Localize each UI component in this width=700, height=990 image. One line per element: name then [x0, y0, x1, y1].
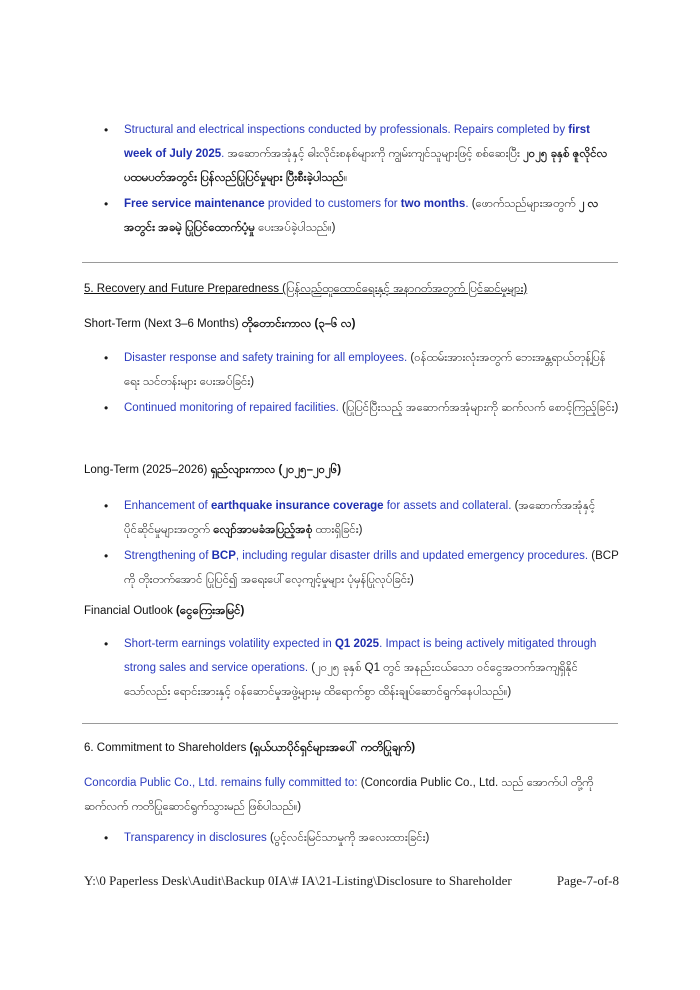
- bullet-text-my: ။: [343, 172, 348, 184]
- bullet-text-en: Transparency in disclosures: [124, 832, 267, 844]
- bullet-text-my: (အဆောက်အအုံနှင့် ပိုင်ဆိုင်မှုများအတွက်: [124, 500, 596, 536]
- bullet-text-en-bold: two months: [400, 198, 466, 210]
- bullet-text-en-bold: Q1 2025: [334, 638, 380, 650]
- section-divider: [82, 723, 618, 724]
- bullet-text-en-bold: first week of July 2025: [124, 124, 590, 160]
- bullet-text-my: (ဖောက်သည်များအတွက်: [468, 198, 579, 210]
- intro-text-en: Concordia Public Co., Ltd. remains fully committed to:: [84, 777, 358, 789]
- commitment-list: [104, 826, 619, 852]
- bullet-text-my: ထားရှိခြင်း): [312, 524, 363, 536]
- list-item: [104, 826, 619, 850]
- bullet-text-en: .: [465, 198, 469, 210]
- bullet-text-en: Disaster response and safety training for all employees.: [124, 352, 408, 364]
- section-5-title: 5. Recovery and Future Preparedness (ပြန်လည်ထူထောင်ရေးနှင့် အနာဂတ်အတွက် ပြင်ဆင်မှုများ): [84, 283, 528, 295]
- bullet-text-my-bold: လျော်အာမခံအပြည့်အစုံ: [213, 524, 313, 536]
- short-term-heading-en: Short-Term (Next 3–6 Months): [84, 318, 242, 330]
- bullet-text-en-bold: Free service maintenance: [124, 198, 265, 210]
- long-term-heading: [84, 462, 341, 479]
- bullet-text-my: (BCP ကို တိုးတက်အောင် ပြုပြင်၍ အရေးပေါ်လေ့ကျင့်မှုများ ပုံမှန်ပြုလုပ်ခြင်း): [124, 550, 619, 586]
- bullet-text-en: , including regular disaster drills and updated emergency procedures.: [235, 550, 589, 562]
- financial-heading-my: (ငွေကြေးအမြင်): [176, 605, 245, 617]
- file-path: Y:\0 Paperless Desk\Audit\Backup 0IA\# IA\21-Listing\Disclosure to Shareholder: [84, 873, 512, 888]
- bullet-dot: •: [104, 831, 109, 845]
- bullet-text-en-bold: BCP: [211, 550, 236, 562]
- bullet-dot: •: [104, 401, 109, 415]
- list-item: [104, 396, 619, 420]
- bullet-text-en: .: [221, 148, 225, 160]
- bullet-text-en: provided to customers for: [264, 198, 401, 210]
- bullet-text-my: (ဝန်ထမ်းအားလုံးအတွက် ဘေးအန္တရာယ်တုန့်ပြန်ရေး သင်တန်းများ ပေးအပ်ခြင်း): [124, 352, 606, 388]
- bullet-dot: •: [104, 123, 109, 137]
- financial-list: [104, 632, 619, 706]
- list-item: [104, 192, 619, 240]
- bullet-text-en: Continued monitoring of repaired facilities.: [124, 402, 339, 414]
- bullet-text-my: ပေးအပ်ခဲ့ပါသည်။): [254, 222, 336, 234]
- short-term-heading: [84, 316, 355, 333]
- section-6-title: [84, 740, 415, 757]
- bullet-text-my: (၂၀၂၅ ခုနှစ် Q1 တွင် အနည်းငယ်သော ဝင်ငွေအတက်အကျရှိနိုင်သော်လည်း ရောင်းအားနှင့် ဝန်ဆောင်မှုအဖွဲ့များမှ ထိရောက်စွာ ထိန်းချုပ်ဆောင်ရွက်နေပါသည်။): [124, 662, 578, 698]
- section-divider: [82, 262, 618, 263]
- top-bullet-list: [104, 118, 619, 242]
- bullet-text-en: Strengthening of: [124, 550, 212, 562]
- list-item: [104, 346, 619, 394]
- intro-text-my: (Concordia Public Co., Ltd. သည် အောက်ပါ တို့ကို ဆက်လက် ကတိပြုဆောင်ရွက်သွားမည် ဖြစ်ပါသည်။): [84, 777, 594, 813]
- financial-heading: [84, 603, 244, 620]
- bullet-dot: •: [104, 499, 109, 513]
- bullet-text-my-bold: ၂ လအတွင်း အခမဲ့ ပြုပြင်ထောက်ပံ့မှု: [124, 198, 599, 234]
- short-term-heading-my: တိုတောင်းကာလ (၃–၆ လ): [241, 318, 356, 330]
- bullet-dot: •: [104, 549, 109, 563]
- section-6-title-en: 6. Commitment to Shareholders: [84, 742, 250, 754]
- long-term-heading-my: ရှည်လျားကာလ (၂၀၂၅–၂၀၂၆): [210, 464, 342, 476]
- long-term-heading-en: Long-Term (2025–2026): [84, 464, 211, 476]
- bullet-text-en: . Impact is being actively mitigated through strong sales and service operations.: [124, 638, 597, 674]
- bullet-text-en: Structural and electrical inspections conducted by professionals. Repairs completed by: [124, 124, 569, 136]
- list-item: [104, 494, 619, 542]
- long-term-list: [104, 494, 619, 594]
- bullet-dot: •: [104, 197, 109, 211]
- bullet-text-en: Enhancement of: [124, 500, 211, 512]
- bullet-text-my-bold: ၂၀၂၅ ခုနှစ် ဇူလိုင်လ ပထမပတ်အတွင်း ပြန်လည်ပြုပြင်မှုများ ပြီးစီးခဲ့ပါသည်: [124, 148, 608, 184]
- list-item: [104, 632, 619, 704]
- section-6-intro: [84, 771, 614, 819]
- bullet-dot: •: [104, 637, 109, 651]
- list-item: [104, 544, 619, 592]
- bullet-dot: •: [104, 351, 109, 365]
- financial-heading-en: Financial Outlook: [84, 605, 177, 617]
- bullet-text-my: (ပြုပြင်ပြီးသည့် အဆောက်အအုံများကို ဆက်လက် စောင့်ကြည့်ခြင်း): [338, 402, 619, 414]
- bullet-text-my: အဆောက်အအုံနှင့် ဓါးလိုင်းစနစ်များကို ကျွမ်းကျင်သူများဖြင့် စစ်ဆေးပြီး: [224, 148, 524, 160]
- list-item: [104, 118, 619, 190]
- bullet-text-en-bold: earthquake insurance coverage: [210, 500, 384, 512]
- bullet-text-en: Short-term earnings volatility expected in: [124, 638, 335, 650]
- page-number: Page-7-of-8: [556, 873, 619, 888]
- bullet-text-my: (ပွင့်လင်းမြင်သာမှုကို အလေးထားခြင်း): [266, 832, 430, 844]
- section-6-title-my: (ရှယ်ယာပိုင်ရှင်များအပေါ် ကတိပြုချက်): [249, 742, 416, 754]
- short-term-list: [104, 346, 619, 422]
- bullet-text-en: for assets and collateral.: [383, 500, 512, 512]
